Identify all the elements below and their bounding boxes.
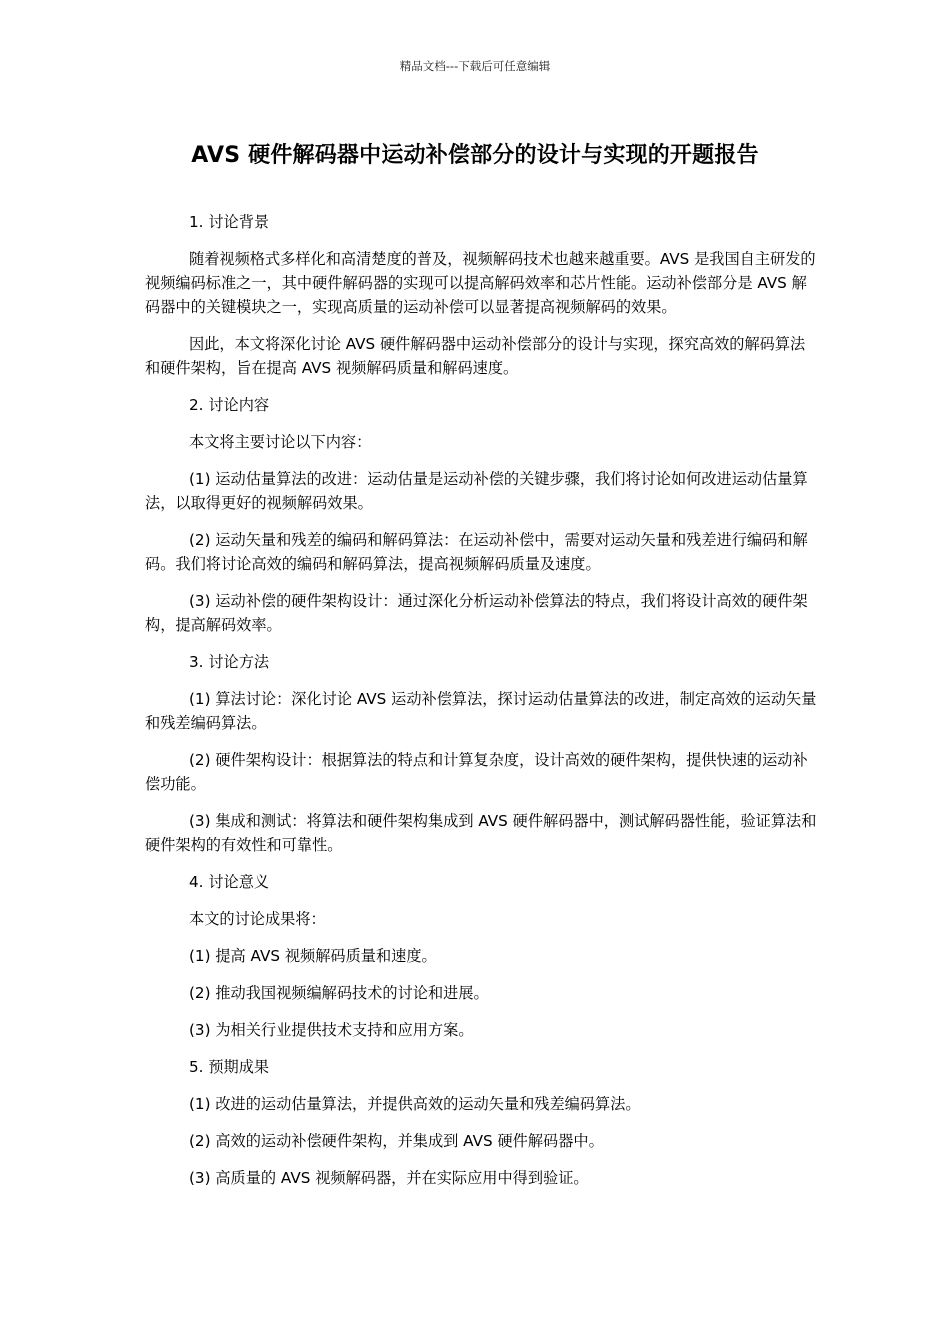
header-note: 精品文档---下载后可任意编辑 (399, 59, 551, 73)
list-item: (2) 推动我国视频编解码技术的讨论和进展。 (189, 984, 489, 1002)
list-item: (1) 算法讨论：深化讨论 AVS 运动补偿算法，探讨运动估量算法的改进，制定高效的运动矢量和残差编码算法。 (145, 690, 817, 732)
paragraph: 因此，本文将深化讨论 AVS 硬件解码器中运动补偿部分的设计与实现，探究高效的解码算法和硬件架构，旨在提高 AVS 视频解码质量和解码速度。 (145, 335, 806, 377)
section-heading-results: 5. 预期成果 (189, 1058, 270, 1076)
document-title: AVS 硬件解码器中运动补偿部分的设计与实现的开题报告 (191, 143, 759, 168)
list-item: (1) 改进的运动估量算法，并提供高效的运动矢量和残差编码算法。 (189, 1095, 641, 1113)
list-item: (2) 运动矢量和残差的编码和解码算法：在运动补偿中，需要对运动矢量和残差进行编码和解码。我们将讨论高效的编码和解码算法，提高视频解码质量及速度。 (145, 531, 808, 573)
section-heading-content: 2. 讨论内容 (189, 396, 270, 414)
list-item: (3) 运动补偿的硬件架构设计：通过深化分析运动补偿算法的特点，我们将设计高效的硬件架构，提高解码效率。 (145, 592, 808, 634)
list-item: (1) 运动估量算法的改进：运动估量是运动补偿的关键步骤，我们将讨论如何改进运动估量算法，以取得更好的视频解码效果。 (145, 470, 808, 512)
paragraph: 随着视频格式多样化和高清楚度的普及，视频解码技术也越来越重要。AVS 是我国自主研发的视频编码标准之一，其中硬件解码器的实现可以提高解码效率和芯片性能。运动补偿部分是 AVS 解码器中的关键模块之一，实现高质量的运动补偿可以显著提高视频解码的效果。 (145, 250, 816, 316)
list-item: (1) 提高 AVS 视频解码质量和速度。 (189, 947, 437, 965)
list-item: (3) 高质量的 AVS 视频解码器，并在实际应用中得到验证。 (189, 1169, 589, 1187)
document-body (145, 210, 817, 1203)
paragraph: 本文将主要讨论以下内容： (189, 433, 372, 451)
section-heading-method: 3. 讨论方法 (189, 653, 270, 671)
list-item: (2) 高效的运动补偿硬件架构，并集成到 AVS 硬件解码器中。 (189, 1132, 604, 1150)
section-heading-significance: 4. 讨论意义 (189, 873, 270, 891)
paragraph: 本文的讨论成果将： (189, 910, 326, 928)
list-item: (3) 集成和测试：将算法和硬件架构集成到 AVS 硬件解码器中，测试解码器性能，验证算法和硬件架构的有效性和可靠性。 (145, 812, 817, 854)
list-item: (2) 硬件架构设计：根据算法的特点和计算复杂度，设计高效的硬件架构，提供快速的运动补偿功能。 (145, 751, 808, 793)
list-item: (3) 为相关行业提供技术支持和应用方案。 (189, 1021, 474, 1039)
section-heading-background: 1. 讨论背景 (189, 213, 270, 231)
